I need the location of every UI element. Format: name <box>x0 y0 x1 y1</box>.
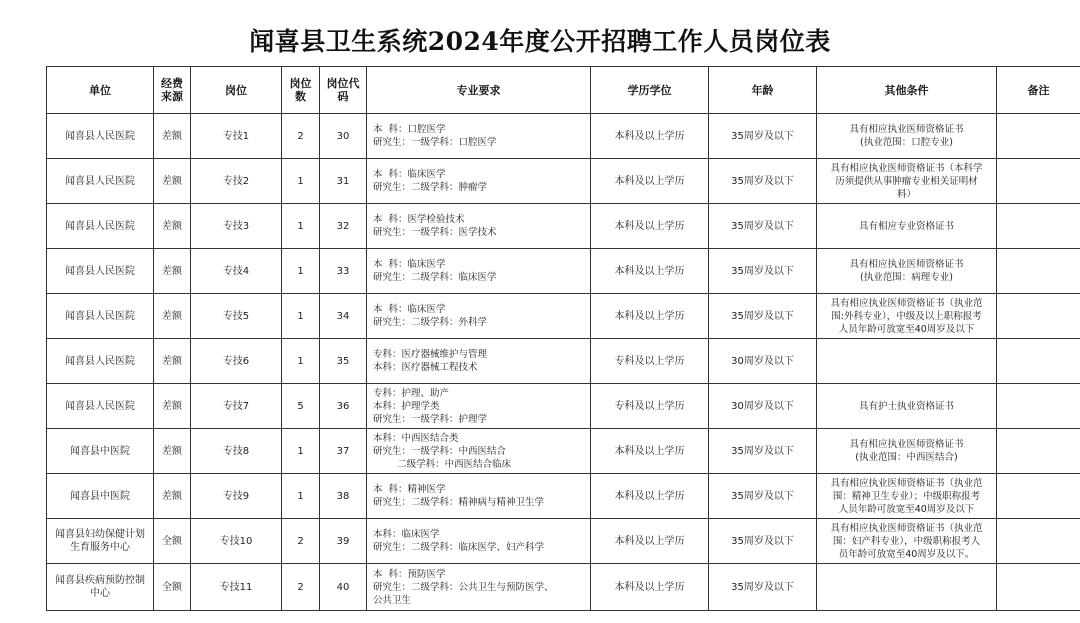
cell-edu: 专科及以上学历 <box>591 339 709 384</box>
cell-count: 1 <box>282 339 320 384</box>
cell-funding: 差额 <box>154 249 191 294</box>
cell-funding: 差额 <box>154 114 191 159</box>
cell-code: 40 <box>320 564 367 611</box>
cell-unit: 闻喜县妇幼保健计划 生育服务中心 <box>47 519 154 564</box>
cell-remark <box>997 564 1080 611</box>
cell-code: 31 <box>320 159 367 204</box>
cell-post: 专技7 <box>191 384 282 429</box>
cell-age: 35周岁及以下 <box>709 204 817 249</box>
cell-major: 本 科：临床医学 研究生：二级学科：外科学 <box>367 294 591 339</box>
cell-code: 38 <box>320 474 367 519</box>
cell-code: 33 <box>320 249 367 294</box>
cell-unit: 闻喜县人民医院 <box>47 339 154 384</box>
cell-code: 30 <box>320 114 367 159</box>
cell-remark <box>997 384 1080 429</box>
cell-age: 35周岁及以下 <box>709 429 817 474</box>
cell-remark <box>997 114 1080 159</box>
cell-code: 37 <box>320 429 367 474</box>
cell-funding: 全额 <box>154 519 191 564</box>
cell-age: 35周岁及以下 <box>709 564 817 611</box>
cell-code: 35 <box>320 339 367 384</box>
cell-edu: 本科及以上学历 <box>591 519 709 564</box>
cell-funding: 差额 <box>154 384 191 429</box>
cell-funding: 差额 <box>154 204 191 249</box>
header-unit: 单位 <box>47 67 154 114</box>
cell-edu: 本科及以上学历 <box>591 294 709 339</box>
cell-funding: 差额 <box>154 159 191 204</box>
cell-count: 1 <box>282 474 320 519</box>
cell-age: 35周岁及以下 <box>709 249 817 294</box>
table-row <box>47 429 1080 474</box>
cell-age: 35周岁及以下 <box>709 474 817 519</box>
cell-unit: 闻喜县中医院 <box>47 474 154 519</box>
cell-funding: 差额 <box>154 474 191 519</box>
cell-edu: 本科及以上学历 <box>591 474 709 519</box>
cell-other <box>817 564 997 611</box>
cell-unit: 闻喜县疾病预防控制 中心 <box>47 564 154 611</box>
cell-remark <box>997 429 1080 474</box>
header-edu: 学历学位 <box>591 67 709 114</box>
cell-edu: 专科及以上学历 <box>591 384 709 429</box>
header-count: 岗位数 <box>282 67 320 114</box>
cell-major: 专科：医疗器械维护与管理 本科：医疗器械工程技术 <box>367 339 591 384</box>
cell-major: 本 科：临床医学 研究生：二级学科：临床医学 <box>367 249 591 294</box>
cell-other: 具有护士执业资格证书 <box>817 384 997 429</box>
cell-other: 具有相应执业医师资格证书 (执业范围：中西医结合) <box>817 429 997 474</box>
cell-edu: 本科及以上学历 <box>591 564 709 611</box>
cell-edu: 本科及以上学历 <box>591 204 709 249</box>
cell-other: 具有相应执业医师资格证书（执业范 围：妇产科专业），中级职称报考人 员年龄可放宽至40周岁及以下。 <box>817 519 997 564</box>
cell-remark <box>997 474 1080 519</box>
header-funding: 经费 来源 <box>154 67 191 114</box>
header-row <box>47 67 1080 114</box>
header-age: 年龄 <box>709 67 817 114</box>
cell-major: 本科：临床医学 研究生：二级学科：临床医学、妇产科学 <box>367 519 591 564</box>
cell-code: 32 <box>320 204 367 249</box>
cell-code: 34 <box>320 294 367 339</box>
cell-remark <box>997 519 1080 564</box>
table-row <box>47 294 1080 339</box>
positions-table <box>46 66 1080 611</box>
cell-count: 1 <box>282 249 320 294</box>
cell-unit: 闻喜县人民医院 <box>47 249 154 294</box>
cell-remark <box>997 204 1080 249</box>
cell-post: 专技3 <box>191 204 282 249</box>
header-code: 岗位代码 <box>320 67 367 114</box>
cell-age: 30周岁及以下 <box>709 384 817 429</box>
cell-edu: 本科及以上学历 <box>591 159 709 204</box>
header-post: 岗位 <box>191 67 282 114</box>
cell-unit: 闻喜县人民医院 <box>47 384 154 429</box>
cell-count: 2 <box>282 564 320 611</box>
cell-major: 本 科：精神医学 研究生：二级学科：精神病与精神卫生学 <box>367 474 591 519</box>
cell-other: 具有相应执业医师资格证书（执业范 围:外科专业），中级及以上职称报考 人员年龄可放宽至40周岁及以下 <box>817 294 997 339</box>
cell-edu: 本科及以上学历 <box>591 429 709 474</box>
cell-other <box>817 339 997 384</box>
cell-unit: 闻喜县人民医院 <box>47 294 154 339</box>
cell-unit: 闻喜县中医院 <box>47 429 154 474</box>
header-major: 专业要求 <box>367 67 591 114</box>
cell-age: 35周岁及以下 <box>709 114 817 159</box>
header-other: 其他条件 <box>817 67 997 114</box>
cell-code: 39 <box>320 519 367 564</box>
cell-major: 本 科：口腔医学 研究生：一级学科：口腔医学 <box>367 114 591 159</box>
cell-funding: 差额 <box>154 429 191 474</box>
cell-post: 专技10 <box>191 519 282 564</box>
cell-funding: 差额 <box>154 339 191 384</box>
cell-edu: 本科及以上学历 <box>591 249 709 294</box>
cell-count: 1 <box>282 159 320 204</box>
cell-code: 36 <box>320 384 367 429</box>
cell-count: 1 <box>282 294 320 339</box>
cell-remark <box>997 339 1080 384</box>
cell-remark <box>997 294 1080 339</box>
cell-major: 专科：护理、助产 本科：护理学类 研究生：一级学科：护理学 <box>367 384 591 429</box>
cell-other: 具有相应执业医师资格证书 (执业范围：病理专业) <box>817 249 997 294</box>
header-remark: 备注 <box>997 67 1080 114</box>
table-row <box>47 114 1080 159</box>
cell-major: 本 科：医学检验技术 研究生：一级学科：医学技术 <box>367 204 591 249</box>
cell-edu: 本科及以上学历 <box>591 114 709 159</box>
cell-remark <box>997 249 1080 294</box>
page-title: 闻喜县卫生系统2024年度公开招聘工作人员岗位表 <box>249 27 831 56</box>
table-row <box>47 384 1080 429</box>
table-row <box>47 519 1080 564</box>
table-row <box>47 249 1080 294</box>
cell-unit: 闻喜县人民医院 <box>47 159 154 204</box>
cell-other: 具有相应执业医师资格证书（执业范 围：精神卫生专业）；中级职称报考 人员年龄可放宽至40周岁及以下 <box>817 474 997 519</box>
cell-post: 专技9 <box>191 474 282 519</box>
cell-post: 专技11 <box>191 564 282 611</box>
cell-unit: 闻喜县人民医院 <box>47 204 154 249</box>
cell-count: 1 <box>282 429 320 474</box>
cell-post: 专技2 <box>191 159 282 204</box>
cell-post: 专技4 <box>191 249 282 294</box>
table-row <box>47 159 1080 204</box>
cell-other: 具有相应执业医师资格证书（本科学 历须提供从事肿瘤专业相关证明材 料） <box>817 159 997 204</box>
table-row <box>47 474 1080 519</box>
cell-age: 35周岁及以下 <box>709 159 817 204</box>
cell-other: 具有相应专业资格证书 <box>817 204 997 249</box>
cell-funding: 全额 <box>154 564 191 611</box>
cell-post: 专技5 <box>191 294 282 339</box>
cell-count: 2 <box>282 114 320 159</box>
cell-post: 专技1 <box>191 114 282 159</box>
cell-age: 35周岁及以下 <box>709 294 817 339</box>
cell-major: 本科：中西医结合类 研究生：一级学科：中西医结合 二级学科：中西医结合临床 <box>367 429 591 474</box>
cell-major: 本 科：临床医学 研究生：二级学科：肿瘤学 <box>367 159 591 204</box>
cell-post: 专技8 <box>191 429 282 474</box>
cell-count: 5 <box>282 384 320 429</box>
cell-other: 具有相应执业医师资格证书 (执业范围：口腔专业) <box>817 114 997 159</box>
cell-unit: 闻喜县人民医院 <box>47 114 154 159</box>
cell-count: 2 <box>282 519 320 564</box>
cell-funding: 差额 <box>154 294 191 339</box>
table-row <box>47 339 1080 384</box>
cell-remark <box>997 159 1080 204</box>
cell-major: 本 科：预防医学 研究生：二级学科：公共卫生与预防医学、 公共卫生 <box>367 564 591 611</box>
cell-age: 30周岁及以下 <box>709 339 817 384</box>
cell-count: 1 <box>282 204 320 249</box>
cell-age: 35周岁及以下 <box>709 519 817 564</box>
cell-post: 专技6 <box>191 339 282 384</box>
table-row <box>47 564 1080 611</box>
table-row <box>47 204 1080 249</box>
